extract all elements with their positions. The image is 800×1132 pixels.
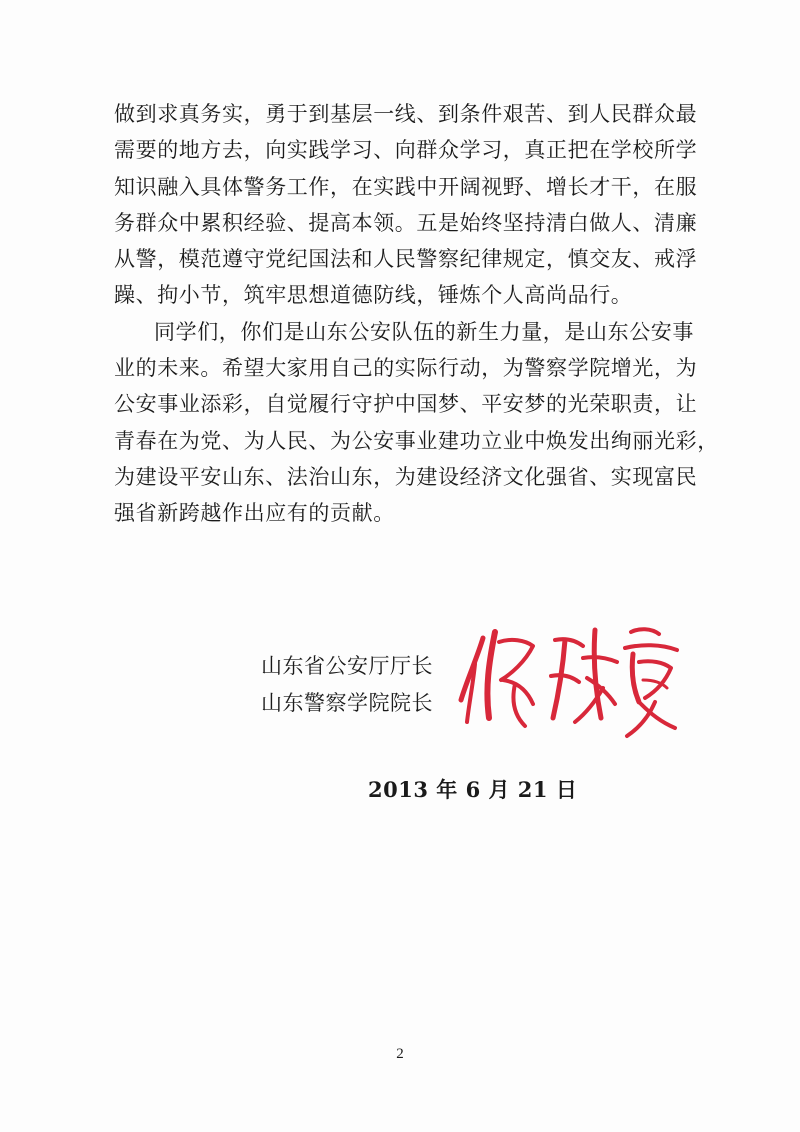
text-line: 务群众中累积经验、提高本领。五是始终坚持清白做人、清廉	[114, 210, 698, 235]
text-line: 强省新跨越作出应有的贡献。	[114, 501, 395, 526]
signer-title-police-department: 山东省公安厅厅长	[261, 654, 433, 678]
handwritten-signature	[455, 618, 690, 743]
paragraph-1	[114, 96, 698, 314]
paragraph-2	[114, 314, 719, 532]
text-line: 需要的地方去，向实践学习、向群众学习，真正把在学校所学	[114, 138, 698, 163]
text-line: 公安事业添彩，自觉履行守护中国梦、平安梦的光荣职责，让	[114, 392, 698, 417]
text-line: 业的未来。希望大家用自己的实际行动，为警察学院增光，为	[114, 356, 698, 381]
text-line: 知识融入具体警务工作，在实践中开阔视野、增长才干，在服	[114, 174, 698, 199]
signature-titles	[261, 648, 433, 722]
text-line: 青春在为党、为人民、为公安事业建功立业中焕发出绚丽光彩，	[114, 428, 719, 453]
body-text	[114, 96, 719, 532]
text-line: 同学们，你们是山东公安队伍的新生力量，是山东公安事	[154, 319, 694, 344]
page-number: 2	[396, 1046, 404, 1062]
text-line: 从警，模范遵守党纪国法和人民警察纪律规定，慎交友、戒浮	[114, 247, 698, 272]
text-line: 为建设平安山东、法治山东，为建设经济文化强省、实现富民	[114, 464, 698, 489]
text-line: 躁、拘小节，筑牢思想道德防线，锤炼个人高尚品行。	[114, 283, 633, 308]
signer-title-police-college: 山东警察学院院长	[261, 691, 433, 715]
text-line: 做到求真务实，勇于到基层一线、到条件艰苦、到人民群众最	[114, 102, 698, 126]
document-date: 2013 年 6 月 21 日	[368, 777, 578, 802]
